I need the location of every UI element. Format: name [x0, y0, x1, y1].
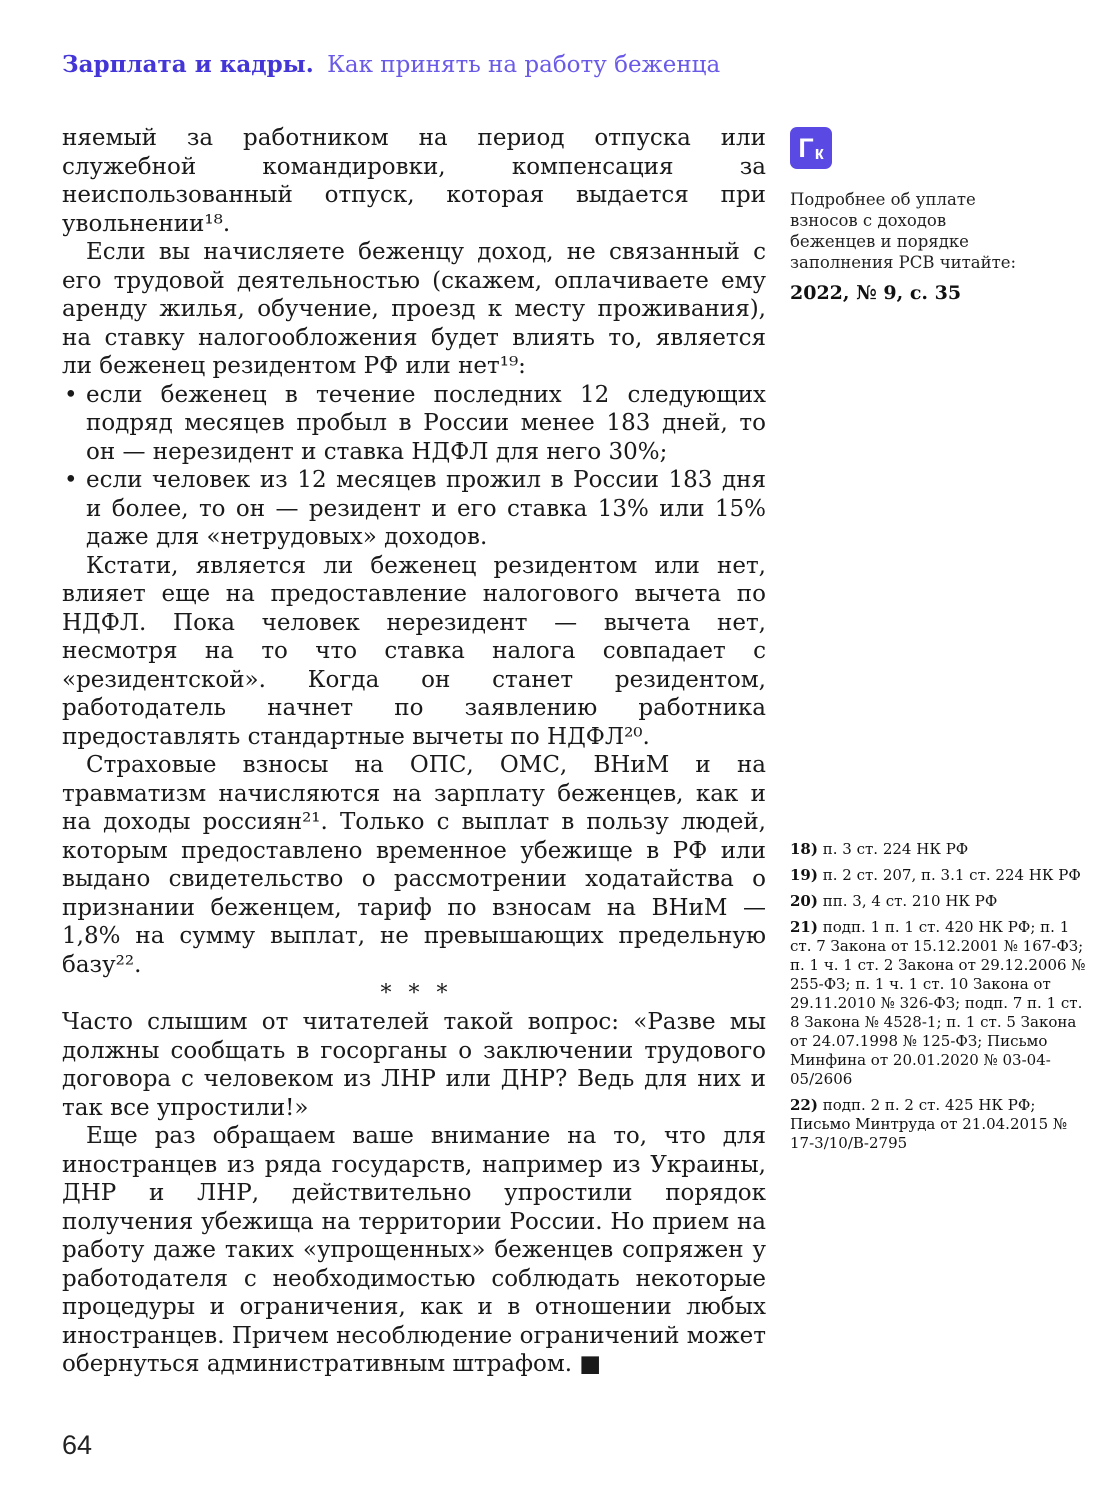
footnote-text: подп. 1 п. 1 ст. 420 НК РФ; п. 1 ст. 7 Закона от 15.12.2001 № 167-ФЗ; п. 1 ч. 1 ст. 2 Закона от 29.12.2006 № 255-ФЗ; п. 1 ч. 1 ст. 10 Закона от 29.11.2010 № 326-ФЗ; подп. 7 п. 1 ст. 8 Закона № 4528-1; п. 1 ст. 5 Закона от 24.07.1998 № 125-ФЗ; Письмо Минфина от 20.01.2020 № 03-04-05/2606: [790, 918, 1086, 1088]
page-number: 64: [62, 1430, 93, 1460]
footnote-text: п. 2 ст. 207, п. 3.1 ст. 224 НК РФ: [822, 866, 1081, 884]
paragraph-5: Часто слышим от читателей такой вопрос: «Разве мы должны сообщать в госорганы о заключении трудового договора с человеком из ЛНР или ДНР? Ведь для них и так все упростили!»: [62, 1009, 766, 1121]
footnote: [790, 892, 1086, 911]
paragraph-3: Кстати, является ли беженец резидентом или нет, влияет еще на предоставление налогового вычета по НДФЛ. Пока человек нерезидент — вычета нет, несмотря на то что ставка налога совпадает с «резидентской». Когда он станет резидентом, работодатель начнет по заявлению работника предоставлять стандартные вычеты по НДФЛ²⁰.: [62, 552, 766, 750]
list-item: [62, 381, 766, 467]
footnote-text: пп. 3, 4 ст. 210 НК РФ: [822, 892, 998, 910]
paragraph-4: Страховые взносы на ОПС, ОМС, ВНиМ и на травматизм начисляются на зарплату беженцев, как и на доходы россиян²¹. Только с выплат в пользу людей, которым предоставлено временное убежище в РФ или выдано свидетельство о рассмотрении ходатайства о признании беженцем, тариф по взносам на ВНиМ — 1,8% на сумму выплат, не превышающих предельную базу²².: [62, 752, 766, 978]
footnote: [790, 918, 1086, 1089]
logo-letter-g: Г: [798, 132, 814, 163]
list-item: [62, 466, 766, 552]
article-body: [62, 124, 766, 1379]
callout-sidebar: [790, 127, 1042, 305]
section-title: Зарплата и кадры.: [62, 51, 314, 78]
bullet-text: если человек из 12 месяцев прожил в России 183 дня и более, то он — резидент и его ставка 13% или 15% даже для «нетрудовых» доходов.: [86, 467, 766, 550]
paragraph-1: няемый за работником на период отпуска или служебной командировки, компенсация за неиспользованный отпуск, которая выдается при увольнении¹⁸.: [62, 125, 766, 237]
footnotes-block: [790, 840, 1086, 1160]
footnote: [790, 840, 1086, 859]
footnote: [790, 866, 1086, 885]
callout-text: Подробнее об уплате взносов с доходов беженцев и порядке заполнения РСВ читайте:: [790, 190, 1017, 272]
bullet-list: [62, 381, 766, 552]
footnote-text: подп. 2 п. 2 ст. 425 НК РФ; Письмо Минтруда от 21.04.2015 № 17-3/10/В-2795: [790, 1096, 1068, 1152]
footnote-number: 21): [790, 918, 818, 936]
bullet-marker: •: [64, 381, 78, 408]
footnote-number: 22): [790, 1096, 818, 1114]
paragraph-6: Еще раз обращаем ваше внимание на то, что для иностранцев из ряда государств, например из Украины, ДНР и ЛНР, действительно упростили порядок получения убежища на территории России. Но прием на работу даже таких «упрощенных» беженцев сопряжен у работодателя с необходимостью соблюдать некоторые процедуры и ограничения, как и в отношении любых иностранцев. Причем несоблюдение ограничений может обернуться административным штрафом. ■: [62, 1123, 766, 1377]
footnote-number: 18): [790, 840, 818, 858]
footnote-number: 19): [790, 866, 818, 884]
glavkniga-logo-icon: [790, 127, 832, 169]
bullet-marker: •: [64, 467, 78, 493]
logo-letter-k: к: [814, 142, 824, 163]
section-separator: * * *: [380, 981, 448, 1006]
article-title: Как принять на работу беженца: [327, 52, 721, 78]
paragraph-2: Если вы начисляете беженцу доход, не связанный с его трудовой деятельностью (скажем, оплачиваете ему аренду жилья, обучение, проезд к месту проживания), на ставку налогообложения будет влиять то, является ли беженец резидентом РФ или нет¹⁹:: [62, 239, 766, 379]
page-header: [62, 50, 720, 80]
footnote-text: п. 3 ст. 224 НК РФ: [822, 840, 969, 858]
footnote: [790, 1096, 1086, 1153]
callout-reference: 2022, № 9, с. 35: [790, 282, 962, 304]
footnote-number: 20): [790, 892, 818, 910]
bullet-text: если беженец в течение последних 12 следующих подряд месяцев пробыл в России менее 183 дней, то он — нерезидент и ставка НДФЛ для него 30%;: [86, 381, 766, 465]
